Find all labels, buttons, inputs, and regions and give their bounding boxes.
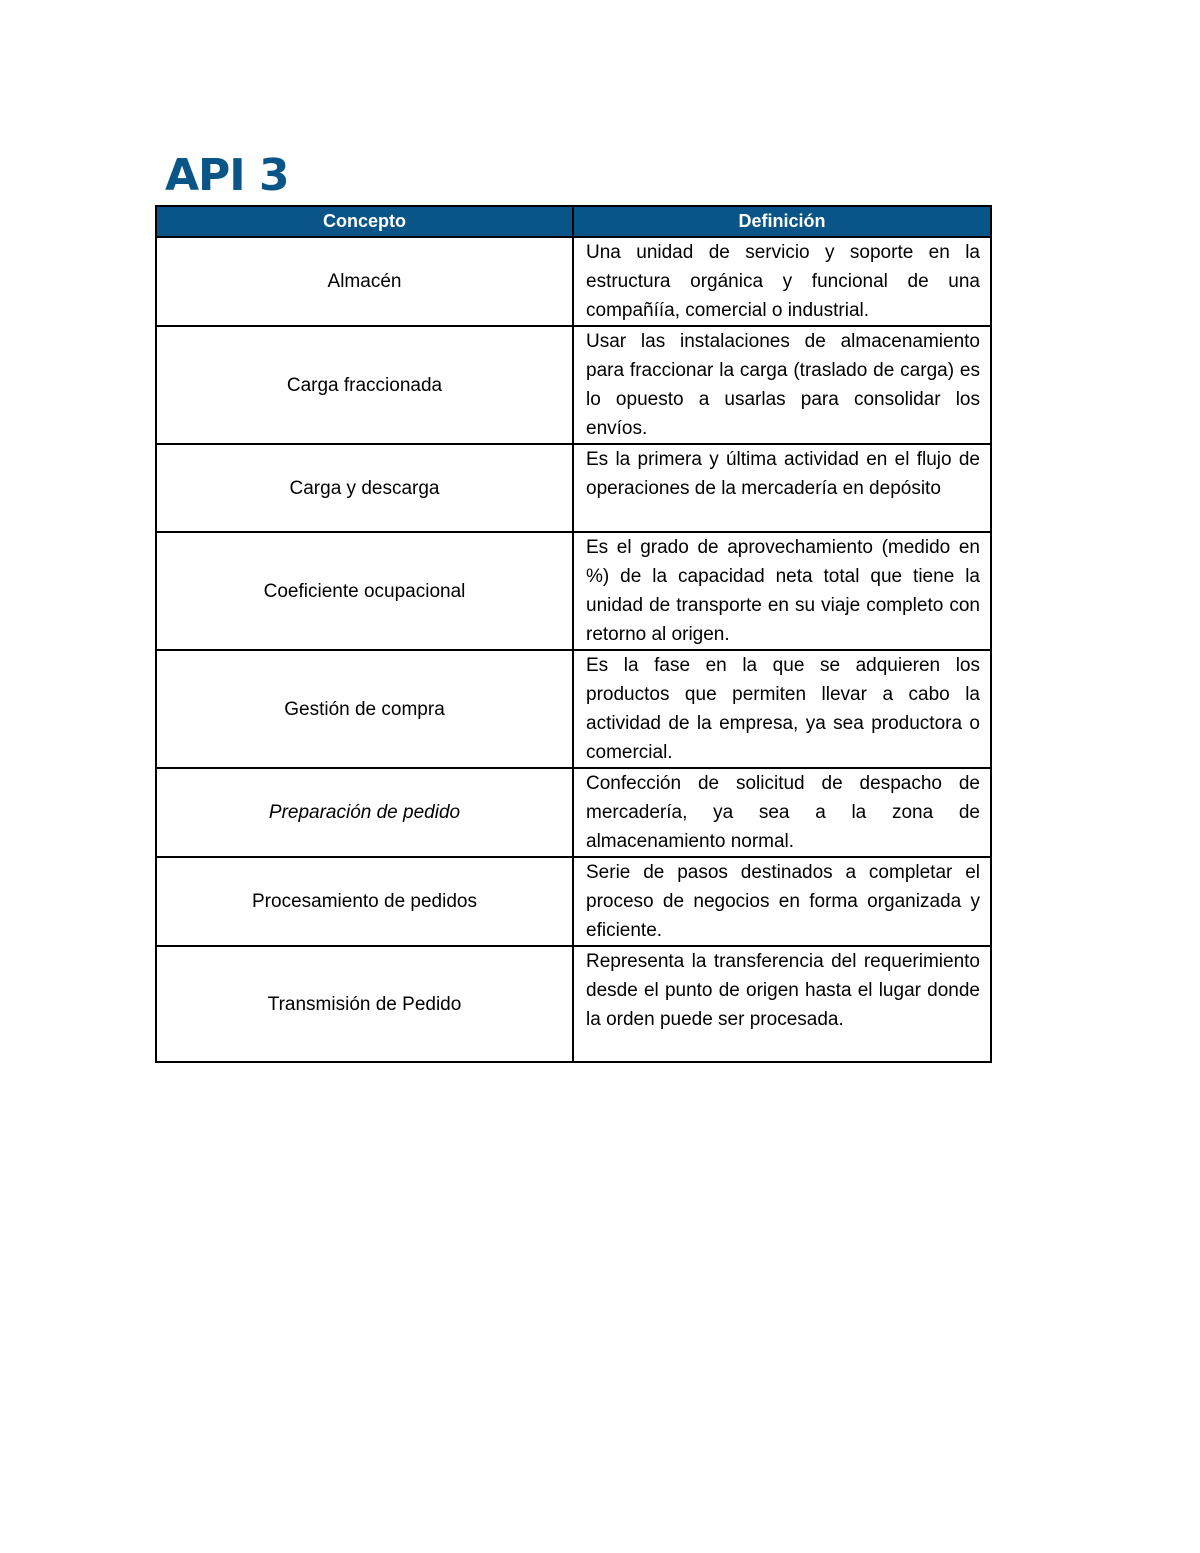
definition-cell: Es la fase en la que se adquieren los productos que permiten llevar a cabo la actividad de la empresa, ya sea productora o comercial.	[573, 650, 991, 768]
definition-cell: Una unidad de servicio y soporte en la estructura orgánica y funcional de una compañíía, comercial o industrial.	[573, 237, 991, 326]
table-row	[156, 946, 991, 1062]
concept-cell: Procesamiento de pedidos	[156, 857, 573, 946]
definition-cell: Es la primera y última actividad en el flujo de operaciones de la mercadería en depósito	[573, 444, 991, 532]
definition-cell: Es el grado de aprovechamiento (medido en %) de la capacidad neta total que tiene la unidad de transporte en su viaje completo con retorno al origen.	[573, 532, 991, 650]
table-row	[156, 650, 991, 768]
concept-cell: Transmisión de Pedido	[156, 946, 573, 1062]
concept-cell: Almacén	[156, 237, 573, 326]
concept-cell: Carga fraccionada	[156, 326, 573, 444]
concept-cell: Carga y descarga	[156, 444, 573, 532]
header-concepto: Concepto	[156, 206, 573, 237]
definition-cell: Confección de solicitud de despacho de mercadería, ya sea a la zona de almacenamiento normal.	[573, 768, 991, 857]
header-definicion: Definición	[573, 206, 991, 237]
table-row	[156, 237, 991, 326]
concept-cell: Coeficiente ocupacional	[156, 532, 573, 650]
table-row	[156, 532, 991, 650]
concept-cell: Preparación de pedido	[156, 768, 573, 857]
definition-cell: Usar las instalaciones de almacenamiento para fraccionar la carga (traslado de carga) es lo opuesto a usarlas para consolidar los envíos.	[573, 326, 991, 444]
table-row	[156, 326, 991, 444]
page-title: API 3	[165, 150, 289, 201]
definitions-table	[155, 205, 992, 1063]
table-row	[156, 857, 991, 946]
table-header-row	[156, 206, 991, 237]
concept-cell: Gestión de compra	[156, 650, 573, 768]
table-row	[156, 444, 991, 532]
definition-cell: Representa la transferencia del requerimiento desde el punto de origen hasta el lugar donde la orden puede ser procesada.	[573, 946, 991, 1062]
definition-cell: Serie de pasos destinados a completar el proceso de negocios en forma organizada y eficiente.	[573, 857, 991, 946]
table-row	[156, 768, 991, 857]
